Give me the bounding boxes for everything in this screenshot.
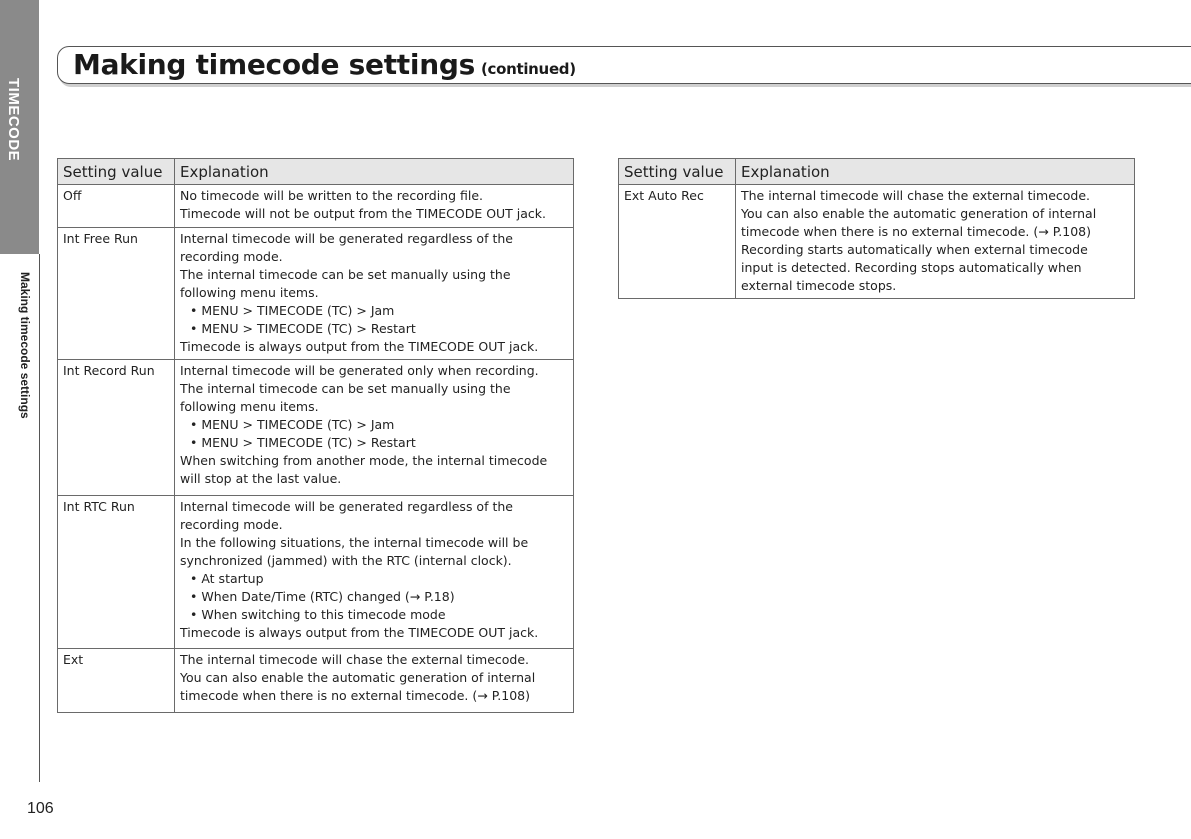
explanation-line: When switching from another mode, the internal timecode [180, 453, 548, 468]
explanation-line: The internal timecode can be set manually using the [180, 267, 511, 282]
explanation-line: You can also enable the automatic generation of internal [741, 206, 1097, 221]
explanation-line: Recording starts automatically when external timecode [741, 242, 1088, 257]
page-number: 106 [27, 800, 54, 817]
explanation-cell [175, 496, 574, 649]
table-header-row [58, 159, 574, 185]
explanation-line: recording mode. [180, 249, 283, 264]
explanation-cell [175, 228, 574, 360]
explanation-line: timecode when there is no external timecode. (→ P.108) [741, 224, 1091, 239]
menu-path-item: • MENU > TIMECODE (TC) > Jam [190, 303, 395, 318]
situation-item: • At startup [190, 571, 264, 586]
menu-path-item: • MENU > TIMECODE (TC) > Restart [190, 321, 416, 336]
table-row [58, 496, 574, 649]
setting-value-cell: Int RTC Run [58, 496, 175, 649]
explanation-line: The internal timecode will chase the external timecode. [741, 188, 1091, 203]
situation-item: • When Date/Time (RTC) changed (→ P.18) [190, 589, 455, 604]
column-header-explanation: Explanation [175, 159, 574, 185]
explanation-line: Internal timecode will be generated only when recording. [180, 363, 539, 378]
explanation-cell [175, 649, 574, 713]
explanation-line: No timecode will be written to the recording file. [180, 188, 484, 203]
table-row [58, 185, 574, 228]
column-header-explanation: Explanation [736, 159, 1135, 185]
table-row [58, 360, 574, 496]
page-title-main: Making timecode settings [73, 48, 475, 81]
situation-item: • When switching to this timecode mode [190, 607, 446, 622]
explanation-line: The internal timecode can be set manually using the [180, 381, 511, 396]
margin-divider [39, 254, 40, 782]
setting-value-cell: Off [58, 185, 175, 228]
section-sidebar-label: Making timecode settings [18, 272, 32, 419]
column-header-setting: Setting value [58, 159, 175, 185]
table-header-row [619, 159, 1135, 185]
setting-value-cell: Ext Auto Rec [619, 185, 736, 299]
page-title-continued: (continued) [480, 60, 576, 78]
explanation-line: following menu items. [180, 285, 319, 300]
explanation-line: In the following situations, the internal timecode will be [180, 535, 529, 550]
explanation-line: Timecode will not be output from the TIMECODE OUT jack. [180, 206, 547, 221]
chapter-tab-label: TIMECODE [5, 78, 22, 162]
explanation-cell [175, 360, 574, 496]
settings-table-right [618, 158, 1135, 299]
explanation-cell [736, 185, 1135, 299]
menu-path-item: • MENU > TIMECODE (TC) > Restart [190, 435, 416, 450]
explanation-line: recording mode. [180, 517, 283, 532]
explanation-line: Internal timecode will be generated regardless of the [180, 499, 513, 514]
column-header-setting: Setting value [619, 159, 736, 185]
explanation-line: You can also enable the automatic generation of internal [180, 670, 536, 685]
explanation-cell [175, 185, 574, 228]
explanation-line: following menu items. [180, 399, 319, 414]
explanation-line: Internal timecode will be generated regardless of the [180, 231, 513, 246]
table-row [619, 185, 1135, 299]
setting-value-cell: Int Record Run [58, 360, 175, 496]
setting-value-cell: Int Free Run [58, 228, 175, 360]
explanation-line: external timecode stops. [741, 278, 897, 293]
setting-value-cell: Ext [58, 649, 175, 713]
explanation-line: synchronized (jammed) with the RTC (internal clock). [180, 553, 512, 568]
explanation-line: Timecode is always output from the TIMECODE OUT jack. [180, 339, 539, 354]
explanation-line: The internal timecode will chase the external timecode. [180, 652, 530, 667]
table-row [58, 649, 574, 713]
menu-path-item: • MENU > TIMECODE (TC) > Jam [190, 417, 395, 432]
explanation-line: input is detected. Recording stops automatically when [741, 260, 1082, 275]
table-row [58, 228, 574, 360]
explanation-line: timecode when there is no external timecode. (→ P.108) [180, 688, 530, 703]
explanation-line: Timecode is always output from the TIMECODE OUT jack. [180, 625, 539, 640]
explanation-line: will stop at the last value. [180, 471, 342, 486]
chapter-tab [0, 0, 39, 254]
page-title [73, 48, 576, 81]
settings-table-left [57, 158, 574, 713]
